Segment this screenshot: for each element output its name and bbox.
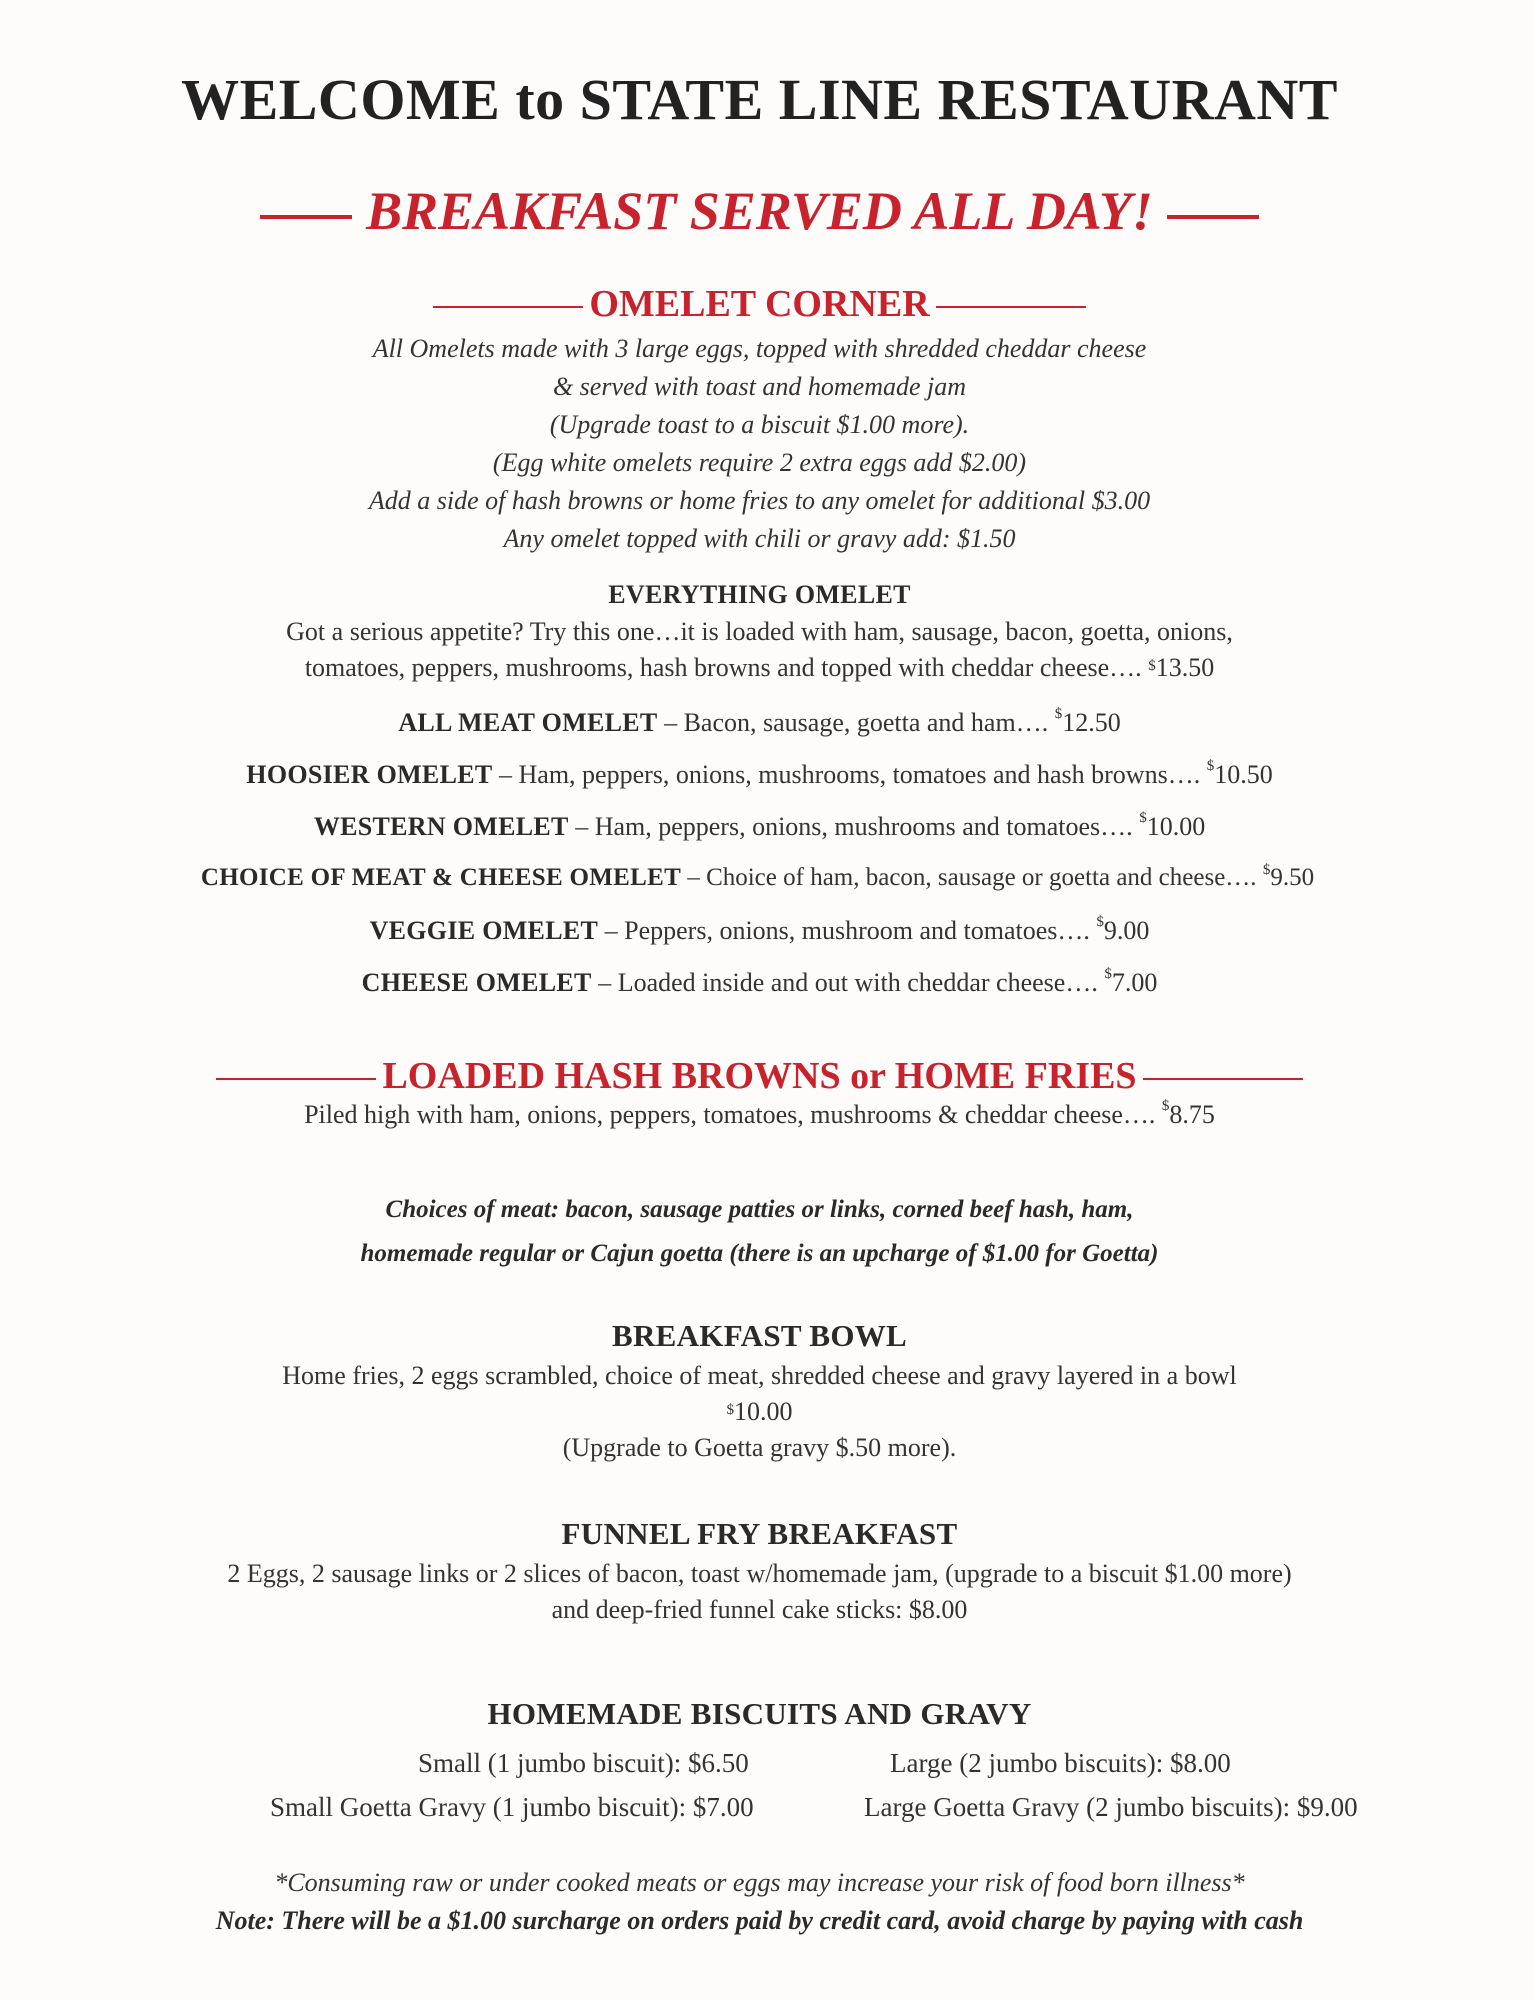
omelet-item-name: VEGGIE OMELET — [369, 916, 599, 945]
omelet-item-price: 12.50 — [1062, 708, 1121, 737]
loaded-price: 8.75 — [1169, 1100, 1215, 1129]
omelet-item-desc: Ham, peppers, onions, mushrooms, tomatoes and hash browns…. — [518, 760, 1201, 789]
omelet-corner-heading — [0, 282, 1527, 326]
omelet-item-price: 9.00 — [1103, 916, 1150, 945]
funnel-fry — [0, 1516, 1527, 1628]
omelet-item-name: CHEESE OMELET — [361, 968, 592, 997]
omelet-item-name: HOOSIER OMELET — [246, 760, 493, 789]
omelet-corner-heading-text: OMELET CORNER — [589, 283, 930, 325]
biscuit-small: Small (1 jumbo biscuit): $6.50 — [418, 1748, 749, 1778]
biscuits-gravy-name: HOMEMADE BISCUITS AND GRAVY — [487, 1696, 1032, 1731]
biscuit-small-goetta: Small Goetta Gravy (1 jumbo biscuit): $7.00 — [270, 1792, 754, 1822]
funnel-fry-desc-2: and deep-fried funnel cake sticks: $8.00 — [551, 1595, 968, 1624]
omelet-note: Add a side of hash browns or home fries to any omelet for additional $3.00 — [368, 486, 1151, 515]
omelet-item-desc: Ham, peppers, onions, mushrooms and tomatoes…. — [594, 812, 1133, 841]
heading-rule-right — [936, 306, 1086, 308]
everything-omelet-name: EVERYTHING OMELET — [608, 580, 911, 609]
omelet-item-desc: Bacon, sausage, goetta and ham…. — [683, 708, 1049, 737]
breakfast-bowl-desc: Home fries, 2 eggs scrambled, choice of meat, shredded cheese and gravy layered in a bowl — [282, 1361, 1237, 1390]
breakfast-bowl — [0, 1318, 1527, 1466]
page-title: WELCOME to STATE LINE RESTAURANT — [181, 67, 1338, 132]
omelet-item: CHEESE OMELET – Loaded inside and out with cheddar cheese…. $7.00 — [361, 966, 1158, 997]
meat-choices-line: Choices of meat: bacon, sausage patties or links, corned beef hash, ham, — [385, 1196, 1134, 1223]
food-safety-warning: *Consuming raw or under cooked meats or eggs may increase your risk of food born illness* — [274, 1868, 1245, 1897]
breakfast-bowl-upgrade: (Upgrade to Goetta gravy $.50 more). — [562, 1433, 957, 1462]
omelet-item-desc: Peppers, onions, mushroom and tomatoes…. — [624, 916, 1090, 945]
omelet-item-desc: Loaded inside and out with cheddar cheese…. — [617, 968, 1098, 997]
funnel-fry-name: FUNNEL FRY BREAKFAST — [561, 1516, 958, 1551]
surcharge-note: Note: There will be a $1.00 surcharge on orders paid by credit card, avoid charge by paying with cash — [215, 1906, 1304, 1935]
loaded-desc: Piled high with ham, onions, peppers, tomatoes, mushrooms & cheddar cheese…. $8.75 — [304, 1098, 1215, 1129]
omelet-item: HOOSIER OMELET – Ham, peppers, onions, mushrooms, tomatoes and hash browns…. $10.50 — [246, 758, 1273, 789]
loaded-desc-text: Piled high with ham, onions, peppers, tomatoes, mushrooms & cheddar cheese…. — [304, 1100, 1156, 1129]
breakfast-bowl-price: 10.00 — [734, 1397, 793, 1426]
omelet-item: WESTERN OMELET – Ham, peppers, onions, mushrooms and tomatoes…. $10.00 — [313, 810, 1206, 841]
funnel-fry-desc-1: 2 Eggs, 2 sausage links or 2 slices of bacon, toast w/homemade jam, (upgrade to a biscuit $1.00 more) — [227, 1559, 1292, 1588]
omelet-item: ALL MEAT OMELET – Bacon, sausage, goetta and ham…. $12.50 — [398, 706, 1121, 737]
loaded-heading — [0, 1054, 1527, 1098]
omelet-notes — [0, 330, 1527, 558]
omelet-item-price: 7.00 — [1111, 968, 1158, 997]
banner-text: BREAKFAST SERVED ALL DAY! — [366, 181, 1153, 241]
heading-rule-left — [216, 1078, 376, 1080]
biscuit-large: Large (2 jumbo biscuits): $8.00 — [890, 1748, 1231, 1778]
heading-rule-left — [433, 306, 583, 308]
breakfast-bowl-price-line: $10.00 — [726, 1397, 793, 1426]
omelet-note: All Omelets made with 3 large eggs, topped with shredded cheddar cheese — [372, 334, 1147, 363]
omelet-item: VEGGIE OMELET – Peppers, onions, mushroom and tomatoes…. $9.00 — [369, 914, 1150, 945]
everything-omelet-price: 13.50 — [1155, 653, 1215, 682]
omelet-note: & served with toast and homemade jam — [552, 372, 967, 401]
omelet-item: CHOICE OF MEAT & CHEESE OMELET – Choice of ham, bacon, sausage or goetta and cheese…. $9.50 — [200, 862, 1315, 891]
everything-omelet-desc-1: Got a serious appetite? Try this one…it is loaded with ham, sausage, bacon, goetta, onions, — [286, 617, 1233, 646]
breakfast-bowl-name: BREAKFAST BOWL — [611, 1318, 908, 1353]
omelet-item-desc: Choice of ham, bacon, sausage or goetta and cheese…. — [706, 864, 1257, 891]
omelet-note: (Egg white omelets require 2 extra eggs add $2.00) — [492, 448, 1027, 477]
omelet-item-price: 9.50 — [1270, 864, 1315, 891]
omelet-item-price: 10.50 — [1214, 760, 1273, 789]
everything-omelet — [0, 580, 1527, 686]
omelet-item-name: ALL MEAT OMELET — [398, 708, 658, 737]
everything-omelet-desc-2-text: tomatoes, peppers, mushrooms, hash browns and topped with cheddar cheese…. — [304, 653, 1142, 682]
loaded-heading-text: LOADED HASH BROWNS or HOME FRIES — [382, 1055, 1137, 1097]
omelet-note: (Upgrade toast to a biscuit $1.00 more). — [549, 410, 970, 439]
biscuits-gravy — [0, 1696, 1527, 1732]
meat-choices-line: homemade regular or Cajun goetta (there is an upcharge of $1.00 for Goetta) — [360, 1240, 1159, 1267]
omelet-item-name: CHOICE OF MEAT & CHEESE OMELET — [200, 864, 682, 891]
omelet-item-price: 10.00 — [1146, 812, 1206, 841]
heading-rule-right — [1143, 1078, 1303, 1080]
banner — [0, 180, 1527, 242]
banner-rule-left — [260, 215, 352, 219]
omelet-note: Any omelet topped with chili or gravy add: $1.50 — [503, 524, 1016, 553]
biscuit-large-goetta: Large Goetta Gravy (2 jumbo biscuits): $9.00 — [864, 1792, 1358, 1822]
everything-omelet-desc-2: tomatoes, peppers, mushrooms, hash browns and topped with cheddar cheese…. $13.50 — [304, 653, 1215, 682]
meat-choices — [0, 1188, 1527, 1276]
banner-rule-right — [1167, 215, 1259, 219]
omelet-item-name: WESTERN OMELET — [313, 812, 569, 841]
